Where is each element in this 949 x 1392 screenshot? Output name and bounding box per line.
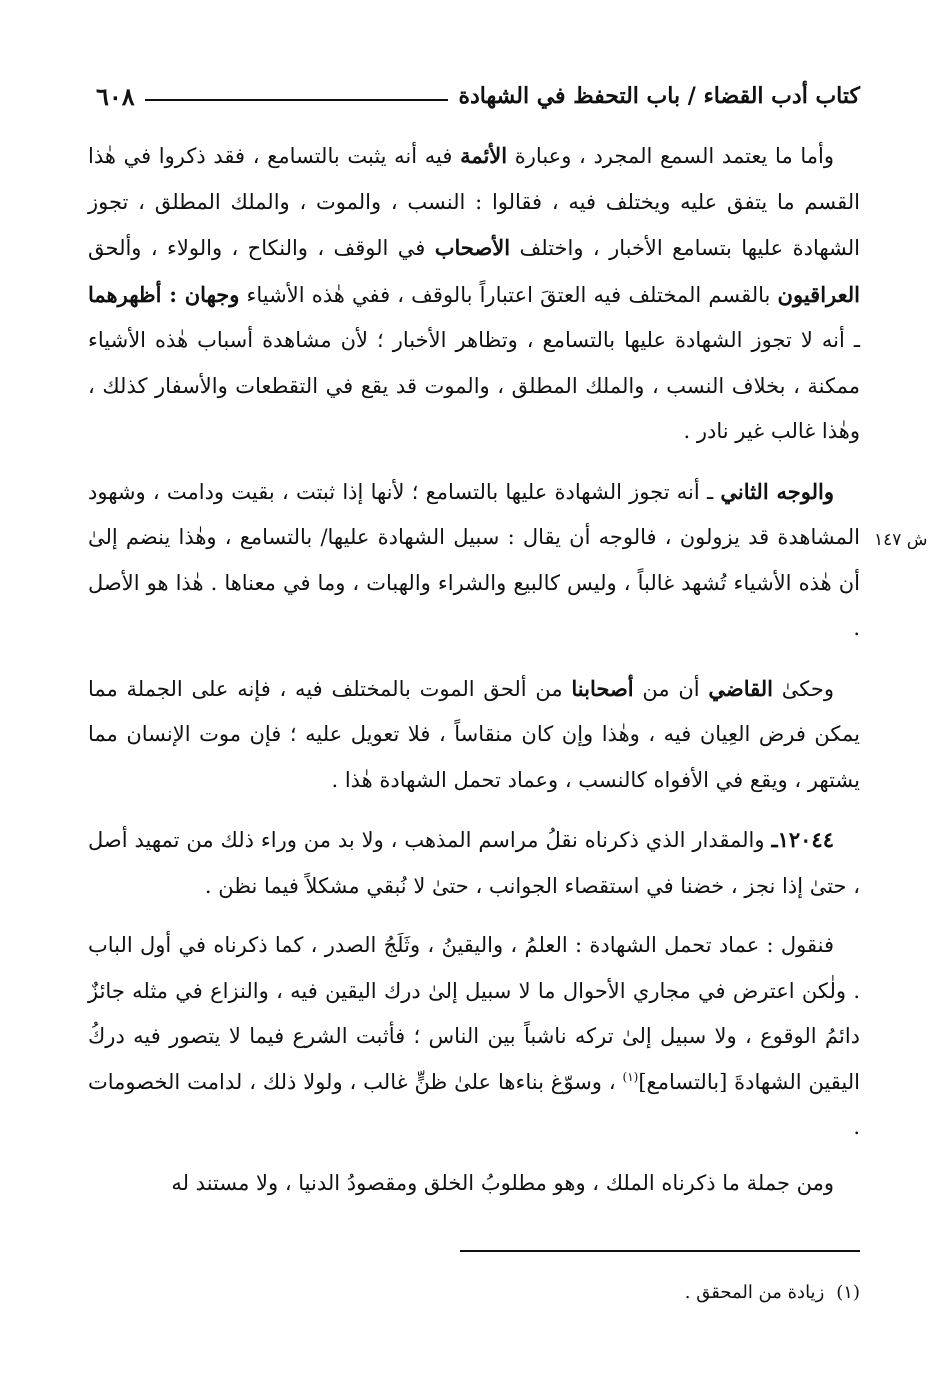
bold-term: وجهان : أظهرهما [88,281,240,307]
paragraph-3 [88,666,860,804]
paragraph-1 [88,133,860,455]
footnote-text: زيادة من المحقق . [684,1282,825,1303]
text-run: ـ أنه لا تجوز الشهادة عليها بالتسامع ، وتظاهر الأخبار ؛ لأن مشاهدة أسباب هٰذه الأشياء ممكنة ، بخلاف النسب ، والملك المطلق ، والموت قد يقع في التقطعات والأسفار كذلك ، وهٰذا غالب غير نادر . [88,328,860,443]
margin-reference: ش ١٤٧ [874,530,928,550]
text-run: ومن جملة ما ذكرناه الملك ، وهو مطلوبُ الخلق ومقصودُ الدنيا ، ولا مستند له [171,1170,834,1195]
bold-term: والوجه الثاني [720,478,834,504]
page-header [88,76,860,116]
bold-term: الأصحاب [434,235,511,260]
text-run: في الوقف ، والنكاح ، والولاء ، وألحق [88,236,435,260]
bold-term: القاضي [708,675,773,701]
bold-term: العراقيون [777,281,860,307]
paragraph-5 [88,923,860,1151]
text-run: من ألحق الموت بالمختلف فيه ، فإنه على الجملة مما يمكن فرض العِيان فيه ، وهٰذا وإن كان منقاساً ، فلا تعويل عليه ؛ فإن موت الإنسان مما يشتهر ، ويقع في الأفواه كالنسب ، وعماد تحمل الشهادة هٰذا . [88,676,860,792]
text-run: أن من [633,676,709,701]
text-run: ، وسوّغ بناءها علىٰ ظنٍّ غالب ، ولولا ذلك ، لدامت الخصومات . [88,1069,860,1139]
paragraph-6 [88,1161,860,1207]
text-run: ـ أنه تجوز الشهادة عليها بالتسامع ؛ لأنها إذا ثبتت ، بقيت ودامت ، وشهود المشاهدة قد يزولون ، فالوجه أن يقال : سبيل الشهادة عليها/ بالتسامع ، وهٰذا ينضم إلىٰ أن هٰذه الأشياء تُشهد غالباً ، وليس كالبيع والشراء والهبات ، وما في معناها . هٰذا هو الأصل . [88,479,860,640]
running-title: كتاب أدب القضاء / باب التحفظ في الشهادة [458,83,860,109]
footnote [88,1278,860,1308]
bold-term: أصحابنا [571,675,634,701]
footnote-number: (١) [836,1282,860,1303]
header-rule [145,99,449,101]
text-run: والمقدار الذي ذكرناه نقلُ مراسم المذهب ، ولا بد من وراء ذلك من تمهيد أصل ، حتىٰ إذا نجز ، خضنا في استقصاء الجوانب ، حتىٰ لا نُبقي مشكلاً فيما نظن . [88,828,860,898]
section-number: ١٢٠٤٤ـ [771,827,834,852]
footnote-marker[interactable]: (١) [622,1069,639,1084]
text-run: بالقسم المختلف فيه العتقَ اعتباراً بالوقف ، ففي هٰذه الأشياء [239,282,778,307]
text-run: وأما ما يعتمد السمع المجرد ، وعبارة [507,144,834,168]
paragraph-2 [88,469,860,652]
paragraph-4 [88,817,860,909]
text-run: فيه أنه يثبت بالتسامع ، فقد ذكروا في هٰذا القسم ما يتفق عليه ويختلف فيه ، فقالوا : النسب ، والموت ، والملك المطلق ، تجوز الشهادة عليها بتسامع الأخبار ، واختلف [88,144,860,260]
text-run: فنقول : عماد تحمل الشهادة : العلمُ ، واليقينُ ، وثَلَجُ الصدر ، كما ذكرناه في أول الباب . ولٰكن اعترض في مجاري الأحوال ما لا سبيل إلىٰ درك اليقين فيه ، والنزاع في مثله جائزٌ دائمُ الوقوع ، ولا سبيل إلىٰ تركه ناشباً بين الناس ؛ فأثبت الشرع فيما لا يتصور فيه دركُ اليقين الشهادةَ [بالتسامع] [88,933,860,1094]
separator-line [460,1250,860,1252]
page-number: ٦٠٨ [96,81,135,111]
text-run: وحكىٰ [773,676,834,701]
bold-term: الأئمة [460,143,508,168]
main-text [88,133,860,1220]
